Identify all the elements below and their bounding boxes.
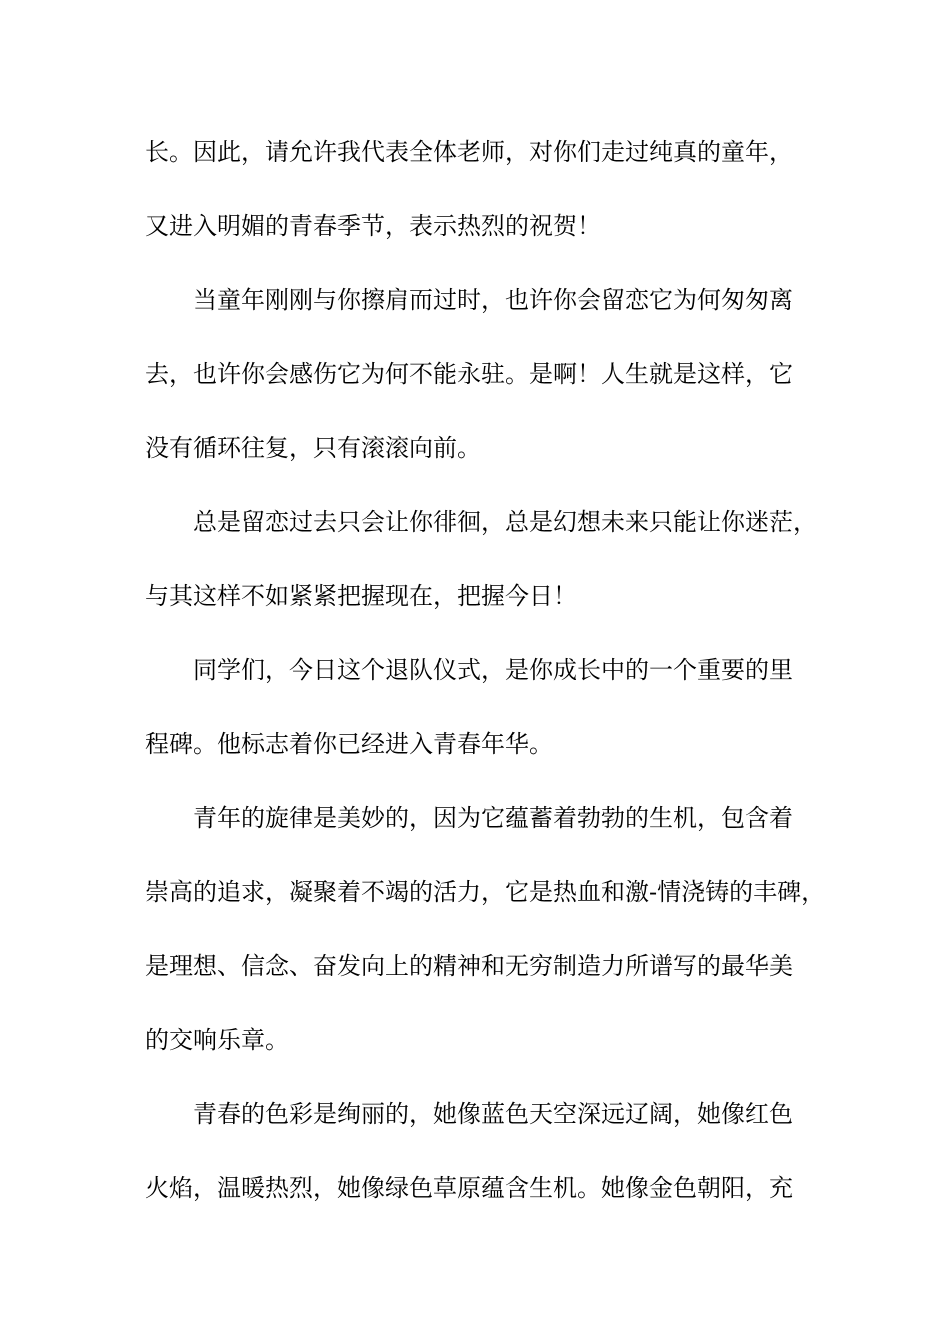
text-line: 火焰，温暖热烈，她像绿色草原蕴含生机。她像金色朝阳，充 — [145, 1174, 793, 1202]
text-line: 青春的色彩是绚丽的，她像蓝色天空深远辽阔，她像红色 — [145, 1100, 793, 1128]
text-line: 当童年刚刚与你擦肩而过时，也许你会留恋它为何匆匆离 — [145, 286, 793, 314]
text-line: 长。因此，请允许我代表全体老师，对你们走过纯真的童年， — [145, 138, 793, 166]
text-line: 与其这样不如紧紧把握现在，把握今日！ — [145, 582, 577, 610]
text-line: 青年的旋律是美妙的，因为它蕴蓄着勃勃的生机，包含着 — [145, 804, 793, 832]
text-line: 是理想、信念、奋发向上的精神和无穷制造力所谱写的最华美 — [145, 952, 793, 980]
text-line: 又进入明媚的青春季节，表示热烈的祝贺！ — [145, 212, 601, 240]
text-line: 崇高的追求，凝聚着不竭的活力，它是热血和激-情浇铸的丰碑， — [145, 878, 826, 906]
text-line: 总是留恋过去只会让你徘徊，总是幻想未来只能让你迷茫， — [145, 508, 817, 536]
text-line: 程碑。他标志着你已经进入青春年华。 — [145, 730, 553, 758]
text-line: 的交响乐章。 — [145, 1026, 289, 1054]
text-line: 没有循环往复，只有滚滚向前。 — [145, 434, 481, 462]
text-line: 同学们，今日这个退队仪式，是你成长中的一个重要的里 — [145, 656, 793, 684]
text-line: 去，也许你会感伤它为何不能永驻。是啊！人生就是这样，它 — [145, 360, 793, 388]
